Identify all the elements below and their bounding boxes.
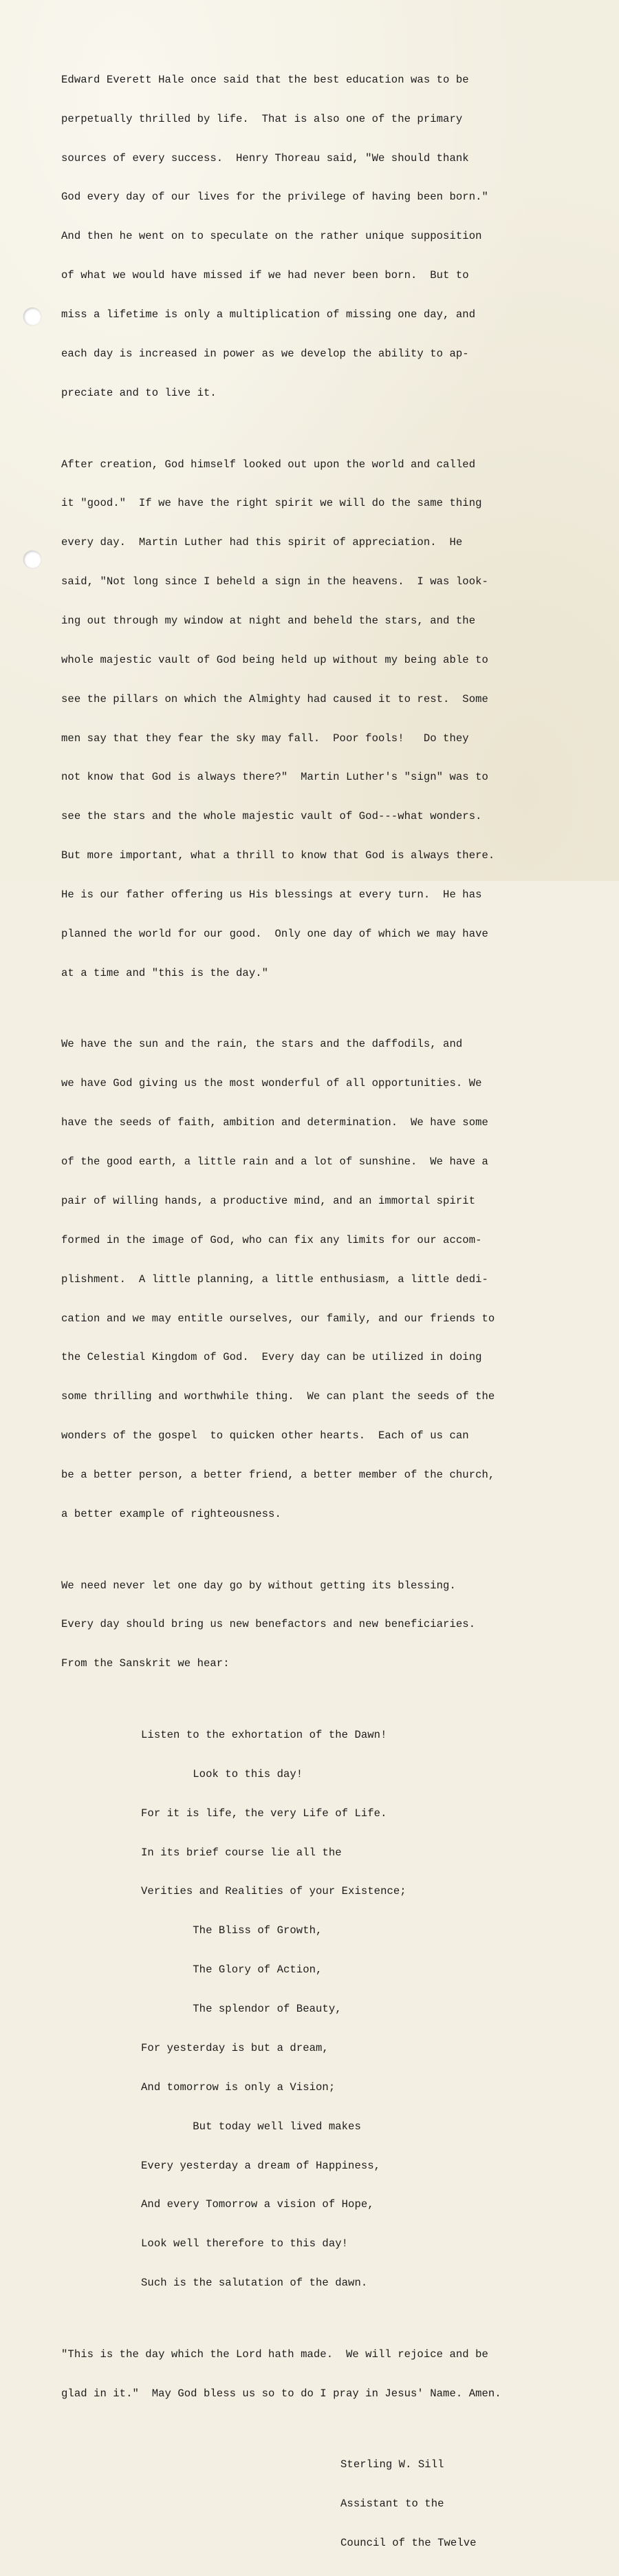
- text-line: men say that they fear the sky may fall. Poor fools! Do they: [61, 732, 469, 745]
- text-line: Edward Everett Hale once said that the best education was to be: [61, 73, 469, 86]
- text-line: some thrilling and worthwhile thing. We can plant the seeds of the: [61, 1390, 495, 1403]
- text-line: "This is the day which the Lord hath made. We will rejoice and be: [61, 2348, 488, 2361]
- text-line: a better example of righteousness.: [61, 1507, 281, 1520]
- text-line: God every day of our lives for the privilege of having been born.": [61, 191, 488, 204]
- poem-line: The Glory of Action,: [141, 1963, 323, 1977]
- paragraph-blessing: [61, 1553, 605, 1696]
- text-line: have the seeds of faith, ambition and determination. We have some: [61, 1116, 488, 1129]
- text-line: wonders of the gospel to quicken other hearts. Each of us can: [61, 1429, 469, 1443]
- text-line: ing out through my window at night and beheld the stars, and the: [61, 614, 476, 627]
- poem-line: Listen to the exhortation of the Dawn!: [141, 1729, 387, 1742]
- text-line: From the Sanskrit we hear:: [61, 1657, 230, 1670]
- signature-title: Assistant to the: [340, 2498, 444, 2511]
- text-line: We need never let one day go by without getting its blessing.: [61, 1579, 456, 1592]
- poem-line: Every yesterday a dream of Happiness,: [141, 2159, 381, 2172]
- poem-line: Look to this day!: [141, 1767, 303, 1780]
- text-line: But more important, what a thrill to know that God is always there.: [61, 849, 495, 862]
- text-line: cation and we may entitle ourselves, our family, and our friends to: [61, 1312, 495, 1325]
- paragraph-opportunities: [61, 1012, 605, 1547]
- text-line: we have God giving us the most wonderful of all opportunities. We: [61, 1077, 482, 1090]
- text-line: whole majestic vault of God being held up without my being able to: [61, 653, 488, 666]
- signature-name: Sterling W. Sill: [340, 2458, 444, 2471]
- poem-line: In its brief course lie all the: [141, 1846, 342, 1859]
- text-line: pair of willing hands, a productive mind, and an immortal spirit: [61, 1194, 476, 1207]
- text-line: He is our father offering us His blessings at every turn. He has: [61, 888, 482, 901]
- text-line: every day. Martin Luther had this spirit of appreciation. He: [61, 536, 463, 549]
- text-line: preciate and to live it.: [61, 386, 217, 399]
- text-line: see the pillars on which the Almighty had caused it to rest. Some: [61, 692, 488, 705]
- text-line: the Celestial Kingdom of God. Every day can be utilized in doing: [61, 1351, 482, 1364]
- punch-hole: [23, 308, 41, 326]
- text-line: We have the sun and the rain, the stars and the daffodils, and: [61, 1038, 463, 1051]
- poem-line: The splendor of Beauty,: [141, 2003, 342, 2016]
- text-line: planned the world for our good. Only one day of which we may have: [61, 927, 488, 940]
- poem-line: The Bliss of Growth,: [141, 1924, 323, 1937]
- letter-body: [61, 47, 605, 2576]
- signature-block: [340, 2433, 605, 2576]
- text-line: miss a lifetime is only a multiplication of missing one day, and: [61, 308, 476, 321]
- text-line: After creation, God himself looked out upon the world and called: [61, 458, 476, 471]
- text-line: of what we would have missed if we had never been born. But to: [61, 269, 469, 282]
- punch-hole: [23, 551, 41, 568]
- poem-line: For it is life, the very Life of Life.: [141, 1807, 387, 1820]
- text-line: Every day should bring us new benefactors and new beneficiaries.: [61, 1618, 476, 1631]
- text-line: not know that God is always there?" Martin Luther's "sign" was to: [61, 771, 488, 784]
- text-line: at a time and "this is the day.": [61, 966, 269, 979]
- text-line: said, "Not long since I beheld a sign in the heavens. I was look-: [61, 575, 488, 588]
- text-line: plishment. A little planning, a little enthusiasm, a little dedi-: [61, 1273, 488, 1286]
- paragraph-luther: [61, 432, 605, 1006]
- poem-line: Such is the salutation of the dawn.: [141, 2277, 368, 2290]
- text-line: glad in it." May God bless us so to do I pray in Jesus' Name. Amen.: [61, 2387, 501, 2400]
- text-line: formed in the image of God, who can fix any limits for our accom-: [61, 1233, 482, 1246]
- sanskrit-poem: [141, 1703, 605, 2316]
- text-line: of the good earth, a little rain and a lot of sunshine. We have a: [61, 1156, 488, 1169]
- poem-line: Look well therefore to this day!: [141, 2237, 349, 2250]
- text-line: each day is increased in power as we develop the ability to ap-: [61, 347, 469, 360]
- text-line: see the stars and the whole majestic vault of God---what wonders.: [61, 810, 482, 823]
- text-line: And then he went on to speculate on the rather unique supposition: [61, 230, 482, 243]
- paragraph-hale: [61, 47, 605, 426]
- text-line: sources of every success. Henry Thoreau said, "We should thank: [61, 151, 469, 164]
- text-line: perpetually thrilled by life. That is also one of the primary: [61, 112, 463, 125]
- signature-title: Council of the Twelve: [340, 2537, 477, 2550]
- poem-line: And tomorrow is only a Vision;: [141, 2080, 336, 2094]
- poem-line: And every Tomorrow a vision of Hope,: [141, 2198, 374, 2211]
- closing-paragraph: [61, 2322, 605, 2427]
- poem-line: But today well lived makes: [141, 2120, 361, 2133]
- text-line: be a better person, a better friend, a better member of the church,: [61, 1468, 495, 1481]
- poem-line: Verities and Realities of your Existence;: [141, 1885, 406, 1898]
- text-line: it "good." If we have the right spirit we will do the same thing: [61, 497, 482, 510]
- poem-line: For yesterday is but a dream,: [141, 2041, 329, 2054]
